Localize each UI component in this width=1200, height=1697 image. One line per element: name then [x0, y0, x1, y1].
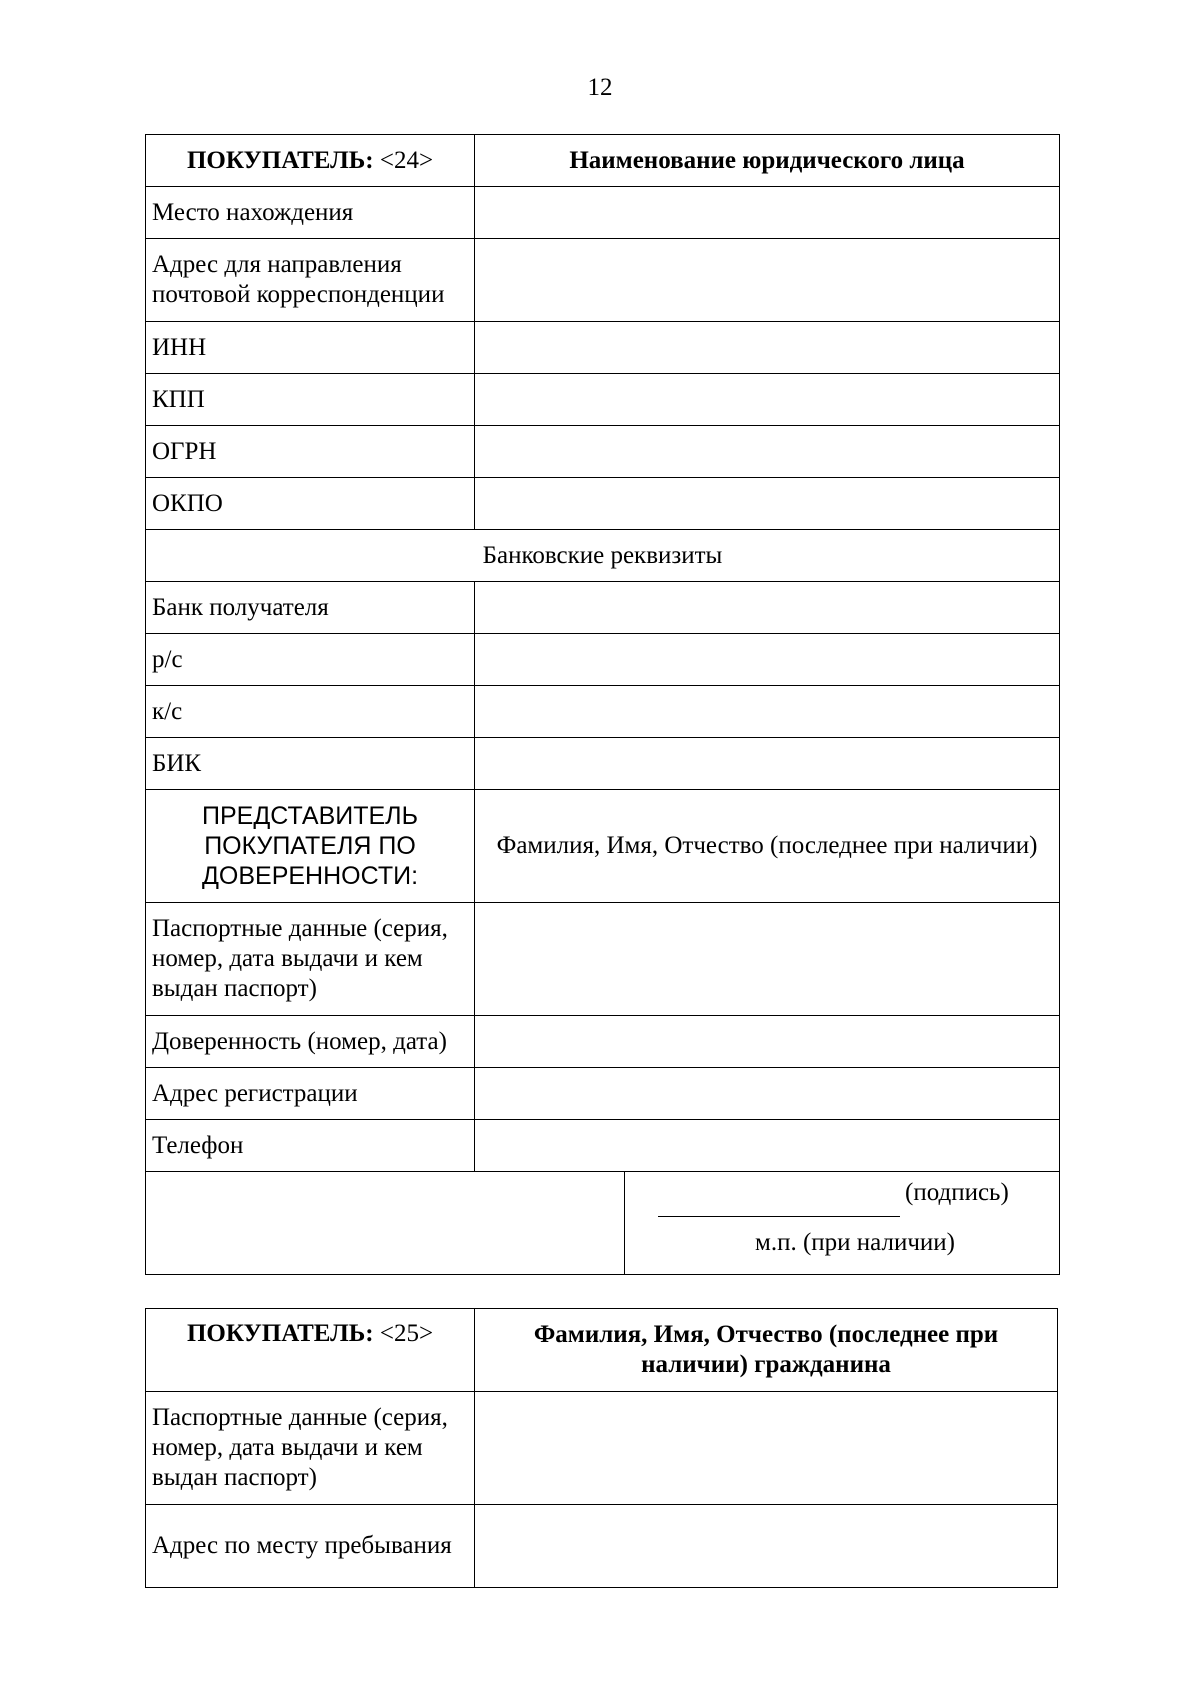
field-label: Адрес по месту пребывания: [146, 1505, 475, 1588]
page-number: 12: [587, 74, 613, 101]
buyer-header-ref: <24>: [373, 146, 434, 174]
bank-field-label: к/с: [146, 686, 475, 738]
entity-name-header: Наименование юридического лица: [475, 135, 1060, 187]
buyer-header-ref: <25>: [373, 1320, 434, 1347]
field-value-cell[interactable]: [475, 374, 1060, 426]
representative-label: ПРЕДСТАВИТЕЛЬ ПОКУПАТЕЛЯ ПО ДОВЕРЕННОСТИ:: [146, 790, 475, 903]
signature-line[interactable]: [658, 1216, 900, 1217]
signature-label: (подпись): [905, 1179, 1009, 1206]
field-value-cell[interactable]: [475, 1392, 1058, 1505]
bank-field-value-cell[interactable]: [475, 634, 1060, 686]
buyer-header-cell: [146, 1309, 475, 1392]
field-value-cell[interactable]: [475, 478, 1060, 530]
bank-field-label: БИК: [146, 738, 475, 790]
bank-section-title: Банковские реквизиты: [146, 530, 1060, 582]
representative-field-label: Адрес регистрации: [146, 1068, 475, 1120]
representative-field-value-cell[interactable]: [475, 1068, 1060, 1120]
representative-field-label: Телефон: [146, 1120, 475, 1172]
buyer-entity-table: [145, 134, 1060, 1275]
bank-field-label: Банк получателя: [146, 582, 475, 634]
buyer-header-cell: [146, 135, 475, 187]
representative-field-label: Доверенность (номер, дата): [146, 1016, 475, 1068]
field-value-cell[interactable]: [475, 322, 1060, 374]
bank-field-value-cell[interactable]: [475, 738, 1060, 790]
field-value-cell[interactable]: [475, 1505, 1058, 1588]
field-label: КПП: [146, 374, 475, 426]
representative-field-value-cell[interactable]: [475, 1120, 1060, 1172]
buyer-person-table: [145, 1308, 1058, 1588]
field-value-cell[interactable]: [475, 187, 1060, 239]
field-label: Место нахождения: [146, 187, 475, 239]
bank-field-label: р/с: [146, 634, 475, 686]
representative-name-header: Фамилия, Имя, Отчество (последнее при наличии): [475, 790, 1060, 903]
signature-blank-cell: [146, 1172, 625, 1275]
field-label: ОКПО: [146, 478, 475, 530]
representative-field-value-cell[interactable]: [475, 903, 1060, 1016]
field-label: ОГРН: [146, 426, 475, 478]
field-label: Паспортные данные (серия, номер, дата выдачи и кем выдан паспорт): [146, 1392, 475, 1505]
signature-cell: [625, 1172, 1060, 1275]
representative-field-label: Паспортные данные (серия, номер, дата выдачи и кем выдан паспорт): [146, 903, 475, 1016]
field-label: ИНН: [146, 322, 475, 374]
person-name-header: Фамилия, Имя, Отчество (последнее при наличии) гражданина: [475, 1309, 1058, 1392]
field-value-cell[interactable]: [475, 239, 1060, 322]
field-label: Адрес для направления почтовой корреспонденции: [146, 239, 475, 322]
buyer-header-label: ПОКУПАТЕЛЬ:: [186, 146, 374, 174]
stamp-label: м.п. (при наличии): [755, 1229, 955, 1256]
bank-field-value-cell[interactable]: [475, 582, 1060, 634]
buyer-header-label: ПОКУПАТЕЛЬ:: [186, 1320, 374, 1347]
field-value-cell[interactable]: [475, 426, 1060, 478]
bank-field-value-cell[interactable]: [475, 686, 1060, 738]
representative-field-value-cell[interactable]: [475, 1016, 1060, 1068]
